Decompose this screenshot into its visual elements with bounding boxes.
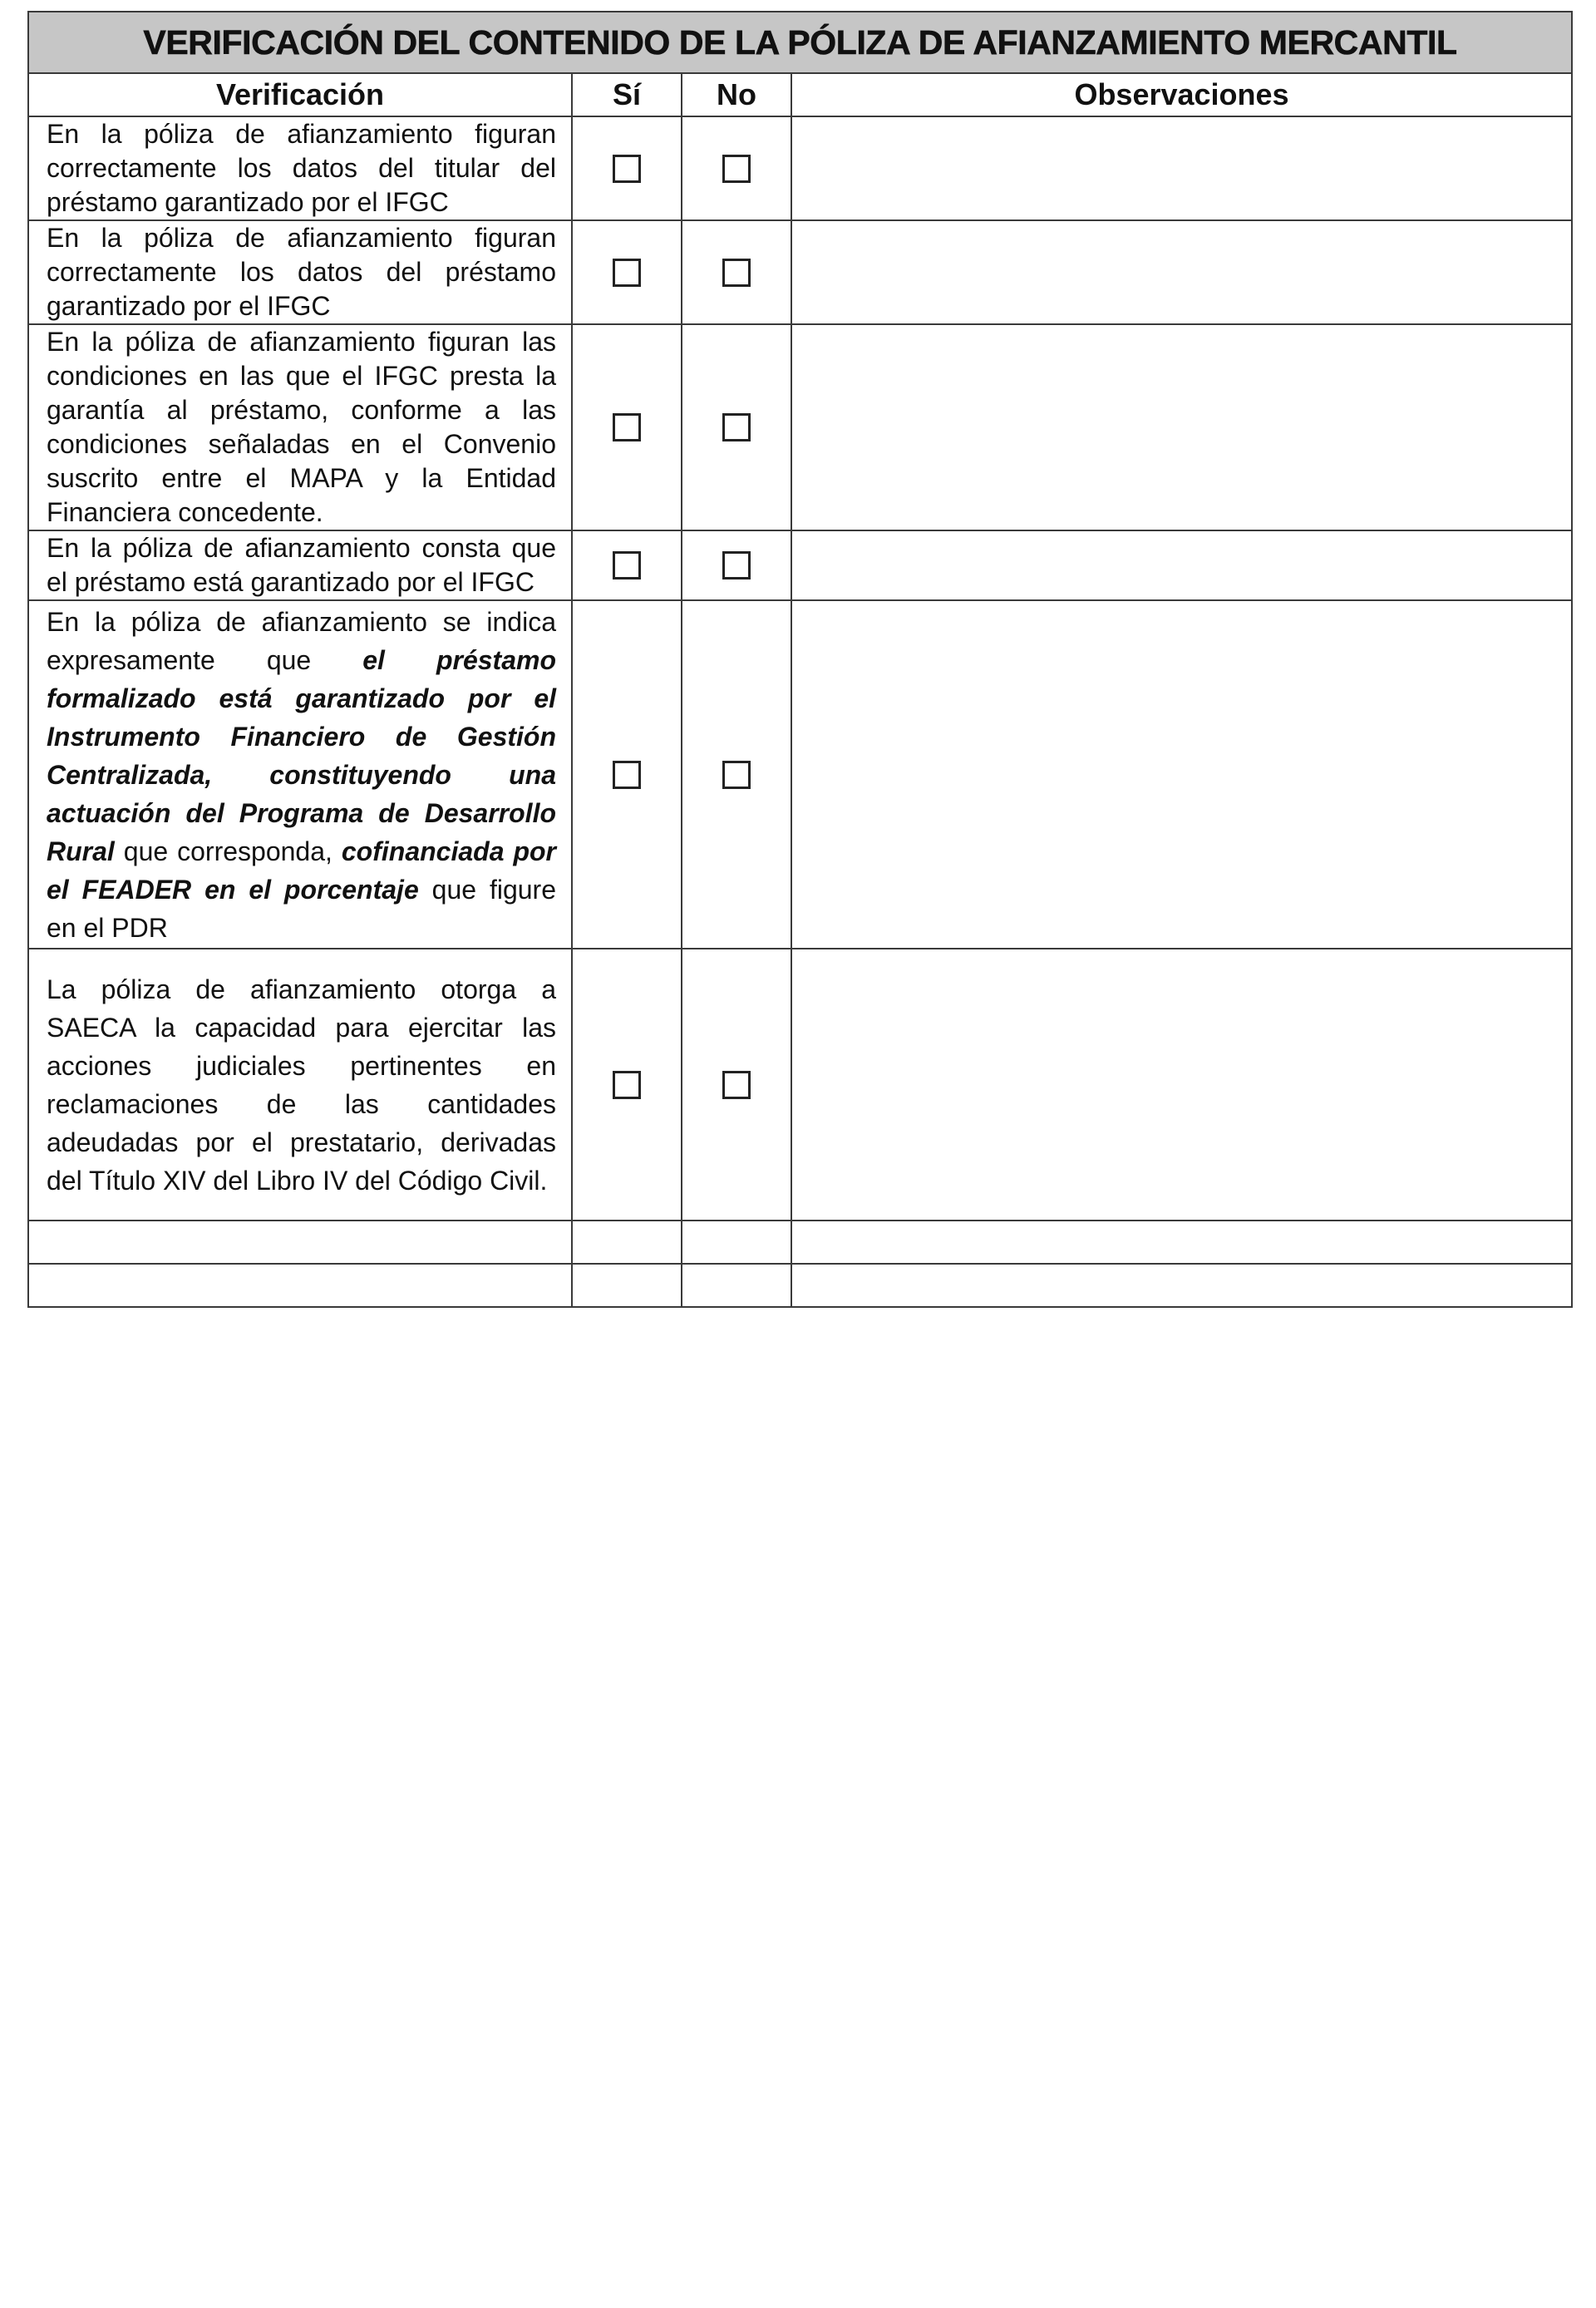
no-cell[interactable] (682, 1264, 791, 1307)
no-cell (682, 324, 791, 530)
no-checkbox[interactable] (722, 155, 751, 183)
verification-form (27, 11, 1571, 1308)
no-checkbox[interactable] (722, 761, 751, 789)
no-checkbox[interactable] (722, 413, 751, 441)
form-title: VERIFICACIÓN DEL CONTENIDO DE LA PÓLIZA DE AFIANZAMIENTO MERCANTIL (28, 12, 1572, 73)
yes-cell (572, 949, 682, 1221)
verification-item-text (28, 949, 572, 1221)
verification-item-text (28, 116, 572, 220)
yes-checkbox[interactable] (613, 761, 641, 789)
observations-cell[interactable] (791, 220, 1572, 324)
no-cell (682, 116, 791, 220)
observations-cell[interactable] (791, 1221, 1572, 1264)
verification-item-text (28, 220, 572, 324)
item-text: En la póliza de afianzamiento figuran las condiciones en las que el IFGC presta la garantía al préstamo, conforme a las condiciones señaladas en el Convenio suscrito entre el MAPA y la Entidad Financiera concedente. (47, 327, 556, 527)
empty-row (28, 1221, 1572, 1264)
emphasized-text: cofinanciada por el FEADER en el porcentaje (47, 836, 556, 905)
observations-cell[interactable] (791, 1264, 1572, 1307)
column-header-observations: Observaciones (791, 73, 1572, 116)
table-row (28, 220, 1572, 324)
no-cell (682, 220, 791, 324)
table-row (28, 600, 1572, 949)
table-row (28, 949, 1572, 1221)
no-checkbox[interactable] (722, 259, 751, 287)
table-row (28, 324, 1572, 530)
yes-cell (572, 220, 682, 324)
column-header-no: No (682, 73, 791, 116)
item-text: En la póliza de afianzamiento figuran correctamente los datos del titular del préstamo garantizado por el IFGC (47, 119, 556, 217)
emphasized-text: el préstamo formalizado está garantizado por el Instrumento Financiero de Gestión Centralizada, constituyendo una actuación del Programa de Desarrollo Rural (47, 644, 556, 866)
item-text: que figure en el PDR (47, 874, 557, 943)
observations-cell[interactable] (791, 600, 1572, 949)
item-text: En la póliza de afianzamiento consta que el préstamo está garantizado por el IFGC (47, 533, 556, 597)
yes-checkbox[interactable] (613, 1071, 641, 1099)
no-cell (682, 530, 791, 600)
yes-cell (572, 116, 682, 220)
empty-row (28, 1264, 1572, 1307)
yes-cell (572, 324, 682, 530)
item-text: que corresponda, (114, 836, 342, 866)
item-text: En la póliza de afianzamiento figuran correctamente los datos del préstamo garantizado por el IFGC (47, 223, 556, 321)
verification-table (27, 11, 1573, 1308)
verification-cell[interactable] (28, 1221, 572, 1264)
column-header-yes: Sí (572, 73, 682, 116)
verification-item-text (28, 600, 572, 949)
yes-cell[interactable] (572, 1221, 682, 1264)
yes-cell (572, 530, 682, 600)
no-cell (682, 600, 791, 949)
yes-checkbox[interactable] (613, 551, 641, 579)
observations-cell[interactable] (791, 324, 1572, 530)
table-row (28, 530, 1572, 600)
observations-cell[interactable] (791, 116, 1572, 220)
yes-cell[interactable] (572, 1264, 682, 1307)
no-cell (682, 949, 791, 1221)
observations-cell[interactable] (791, 949, 1572, 1221)
verification-item-text (28, 324, 572, 530)
column-header-verification: Verificación (28, 73, 572, 116)
verification-item-text (28, 530, 572, 600)
yes-cell (572, 600, 682, 949)
verification-rows (28, 116, 1572, 1307)
no-cell[interactable] (682, 1221, 791, 1264)
verification-cell[interactable] (28, 1264, 572, 1307)
no-checkbox[interactable] (722, 551, 751, 579)
no-checkbox[interactable] (722, 1071, 751, 1099)
item-text: La póliza de afianzamiento otorga a SAECA la capacidad para ejercitar las acciones judiciales pertinentes en reclamaciones de las cantidades adeudadas por el prestatario, derivadas del Título XIV del Libro IV del Código Civil. (47, 974, 556, 1196)
table-row (28, 116, 1572, 220)
item-text: En la póliza de afianzamiento se indica expresamente que (47, 606, 556, 675)
yes-checkbox[interactable] (613, 413, 641, 441)
yes-checkbox[interactable] (613, 259, 641, 287)
yes-checkbox[interactable] (613, 155, 641, 183)
observations-cell[interactable] (791, 530, 1572, 600)
